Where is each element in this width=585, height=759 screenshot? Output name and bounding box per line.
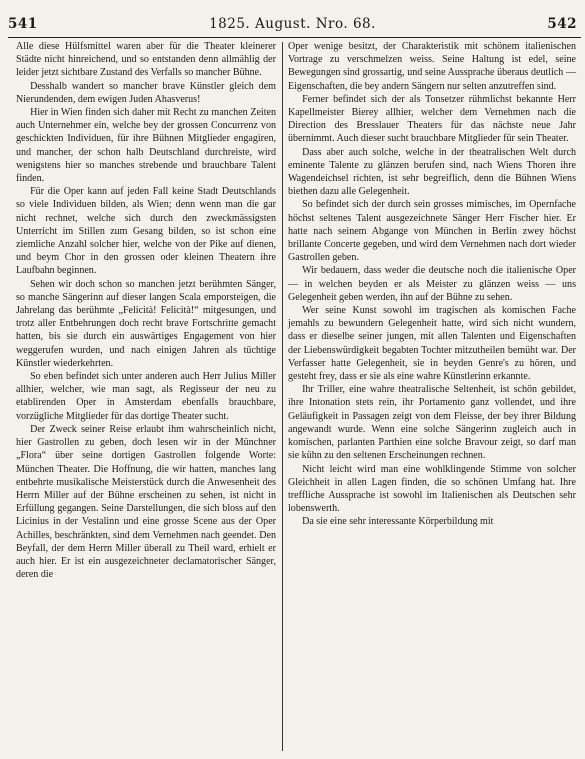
paragraph: Der Zweck seiner Reise erlaubt ihm wahrscheinlich nicht, hier Gastrollen zu geben, doch lesen wir in der Münchner „Flora“ über seine dortigen Gastrollen folgende Worte: München Theater. Die Hoffnung, die wir hatten, manches lang entbehrte musikalische Meisterstück durch die Anwesenheit des Herrn Miller auf der Bühne erscheinen zu sehen, ist nicht in Erfüllung gegangen. Seine Darstellungen, die sich bloss auf den Licinius in der Vestalinn und eine grosse Scene aus der Oper Achilles, beschränkten, sind dem Vernehmen nach geendet. Den Beyfall, der dem Herrn Miller überall zu Theil ward, erhielt er auch hier. Er ist ein ausgezeichneter declamatorischer Sänger, deren die	[16, 423, 276, 581]
right-column	[288, 40, 576, 529]
paragraph: Hier in Wien finden sich daher mit Recht zu manchen Zeiten auch Unternehmer ein, welche bey der grossen Concurrenz von geschickten Individuen, für ihre Bühnen Mitglieder engagiren, und mancher, der schon halb Deutschland durchreiste, wird wenigstens hier so manches strebende und brauchbare Talent finden.	[16, 107, 276, 185]
running-head: 1825. August. Nro. 68.	[209, 16, 376, 32]
paragraph: Da sie eine sehr interessante Körperbildung mit	[302, 516, 494, 528]
page-number-right: 542	[547, 16, 577, 32]
paragraph: Für die Oper kann auf jeden Fall keine Stadt Deutschlands so viele Individuen bilden, als Wien; denn wenn man die gar nicht rechnet, welche sich durch den zweckmässigsten Unterricht im Stillen zum Gesang bilden, so ist schon eine ziemliche Anzahl solcher hier, welche von der Pike auf dienen, und beym Chor in den grossen oder kleinen Theatern ihre Laufbahn beginnen.	[16, 186, 276, 277]
paragraph: Desshalb wandert so mancher brave Künstler gleich dem Nierundenden, dem ewigen Juden Ahasverus!	[16, 80, 276, 105]
paragraph: Sehen wir doch schon so manchen jetzt berühmten Sänger, so manche Sängerinn auf dieser langen Scala emporsteigen, die Jahrelang das berühmte „Felicità! Felicità!“ mitgesungen, und trotz aller Entbehrungen doch recht brave Fortschritte gemacht hatten, bis sie durch ein auswärtiges Engagement von hier weggerufen wurden, und nach einigen Jahren als tüchtige Künstler wiederkehrten.	[16, 278, 276, 369]
column-divider	[282, 42, 283, 751]
paragraph: Wer seine Kunst sowohl im tragischen als komischen Fache jemahls zu bewundern Gelegenheit hatte, wird sich nicht wundern, dass er dieselbe seiner jungen, mit allen Talenten und Eigenschaften der Liebenswürdigkeit begabten Tochter mitzutheilen bemüht war. Der Verfasser hatte Gelegenheit, sie in beyden Genre's zu hören, und gesteht frey, dass er sie als eine wahre Künstlerinn erkannte.	[288, 305, 576, 383]
header-rule	[8, 37, 581, 38]
paragraph: Nicht leicht wird man eine wohlklingende Stimme von solcher Gleichheit in allen Lagen finden, die so schönen Umfang hat. Ihre treffliche Aussprache ist sowohl im Italienischen als Deutschen sehr lobenswerth.	[288, 463, 576, 515]
paragraph: So eben befindet sich unter anderen auch Herr Julius Miller allhier, welcher, wie man sagt, als Regisseur der neu zu etablirenden Oper in Amsterdam ebenfalls brauchbare, vorzügliche Mitglieder für das dortige Theater sucht.	[16, 371, 276, 422]
page-header	[8, 16, 577, 36]
page-number-left: 541	[8, 16, 38, 32]
paragraph: Ihr Triller, eine wahre theatralische Seltenheit, ist schön gebildet, ihre Intonation stets rein, ihr Portamento ganz vollendet, und ihre Geläufigkeit in Passagen zeigt von dem Fleisse, der bey ihrer Bildung angewandt wurde. Wenn eine solche Sängerinn zugleich auch in komischen, parlanten Parthien eine solche Bravour zeigt, so darf man sie kühn zu den seltenen Erscheinungen rechnen.	[288, 384, 576, 462]
paragraph: Ferner befindet sich der als Tonsetzer rühmlichst bekannte Herr Kapellmeister Bierey allhier, welcher dem Vernehmen nach die Direction des Bresslauer Theaters für das nächste neue Jahr übernimmt. Auch dieser sucht brauchbare Mitglieder für sein Theater.	[288, 93, 576, 145]
paragraph: Dass aber auch solche, welche in der theatralischen Welt durch eminente Talente zu glänzen berufen sind, nach Wiens Thoren ihre Wagendeichsel richten, ist sehr begreiflich, denn die Bühnen Wiens biethen dazu alle Gelegenheit.	[288, 146, 576, 198]
paragraph: Wir bedauern, dass weder die deutsche noch die italienische Oper — in welchen beyden er als Meister zu glänzen weiss — uns Gelegenheit geben werden, ihn auf der Bühne zu sehen.	[288, 265, 576, 303]
left-column	[16, 40, 276, 581]
paragraph: So befindet sich der durch sein grosses mimisches, im Opernfache höchst seltenes Talent ausgezeichnete Sänger Herr Fischer hier. Er hatte nach seinem Abgange von München in Berlin zwey höchst brillante Concerte gegeben, und wird dem Vernehmen nach dort wieder Gastrollen geben.	[288, 199, 576, 264]
paragraph: Oper wenige besitzt, der Charakteristik mit schönem italienischen Vortrage zu verschmelzen weiss. Seine Haltung ist edel, seine Bewegungen sind grossartig, und seine Aussprache überaus deutlich — Eigenschaften, die bey andern Sängern nur selten anzutreffen sind.	[288, 41, 576, 92]
paragraph: Alle diese Hülfsmittel waren aber für die Theater kleinerer Städte nicht hinreichend, und so entstanden denn allmählig der leider jetzt sichtbare Zustand des Verfalls so mancher Bühne.	[16, 41, 276, 79]
